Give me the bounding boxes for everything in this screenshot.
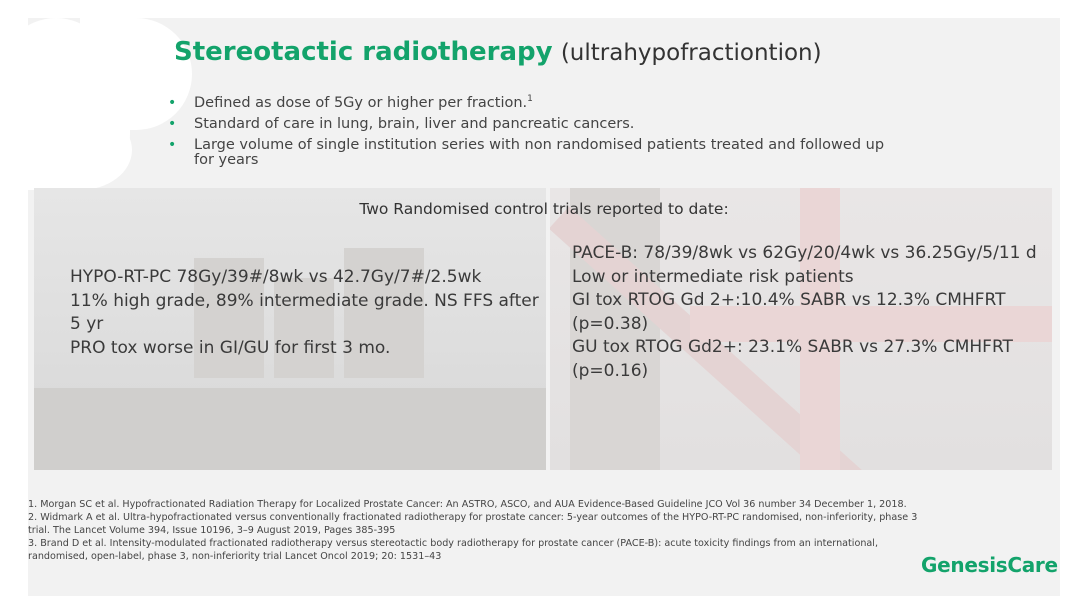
references (28, 498, 918, 563)
reference-item: 1. Morgan SC et al. Hypofractionated Radiation Therapy for Localized Prostate Cancer: An ASTRO, ASCO, and AUA Evidence-Based Guideline JCO Vol 36 number 34 December 1, 2018. (28, 499, 907, 510)
bullet-text: Standard of care in lung, brain, liver and pancreatic cancers. (194, 116, 635, 132)
trial-line: PACE-B: 78/39/8wk vs 62Gy/20/4wk vs 36.25Gy/5/11 d (572, 243, 1037, 263)
water-shape (34, 388, 546, 470)
brand-logo: GenesisCare (921, 553, 1058, 577)
trial-line: GI tox RTOG Gd 2+:10.4% SABR vs 12.3% CMHFRT (p=0.38) (572, 290, 1006, 334)
reference-item: 3. Brand D et al. Intensity-modulated fractionated radiotherapy versus stereotactic body radiotherapy for prostate cancer (PACE-B): acute toxicity findings from an international, randomised, open-label, phase 3, non-inferiority trial Lancet Oncol 2019; 20: 1531–43 (28, 538, 879, 562)
bullet-item (168, 138, 888, 168)
trials-heading: Two Randomised control trials reported to date: (359, 200, 729, 218)
bullet-icon: • (168, 137, 177, 153)
slide (28, 18, 1060, 596)
bullet-icon: • (168, 95, 177, 111)
reference-item: 2. Widmark A et al. Ultra-hypofractionated versus conventionally fractionated radiotherapy for prostate cancer: 5-year outcomes of the HYPO-RT-PC randomised, non-inferiority, phase 3 trial. The Lancet Volume 394, Issue 10196, 3–9 August 2019, Pages 385-395 (28, 512, 918, 536)
bullet-item (168, 117, 888, 132)
title-subtitle: (ultrahypofractiontion) (560, 40, 822, 66)
trial-line: PRO tox worse in GI/GU for first 3 mo. (70, 337, 391, 358)
bullet-icon: • (168, 116, 177, 132)
slide-title (174, 34, 822, 71)
trial-left (70, 266, 540, 360)
trial-line: 11% high grade, 89% intermediate grade. NS FFS after 5 yr (70, 290, 539, 334)
trial-right (572, 242, 1052, 383)
trial-line: HYPO-RT-PC 78Gy/39#/8wk vs 42.7Gy/7#/2.5wk (70, 267, 482, 287)
bullet-ref: 1 (527, 94, 533, 105)
bullet-list (168, 96, 888, 174)
bullet-text: Large volume of single institution series with non randomised patients treated and followed up for years (194, 137, 885, 168)
trial-line: Low or intermediate risk patients (572, 266, 854, 287)
decorative-circle (28, 110, 132, 190)
title-main: Stereotactic radiotherapy (174, 37, 553, 67)
trial-line: GU tox RTOG Gd2+: 23.1% SABR vs 27.3% CMHFRT (p=0.16) (572, 337, 1013, 381)
bullet-text: Defined as dose of 5Gy or higher per fraction. (194, 95, 528, 111)
bullet-item (168, 96, 888, 111)
